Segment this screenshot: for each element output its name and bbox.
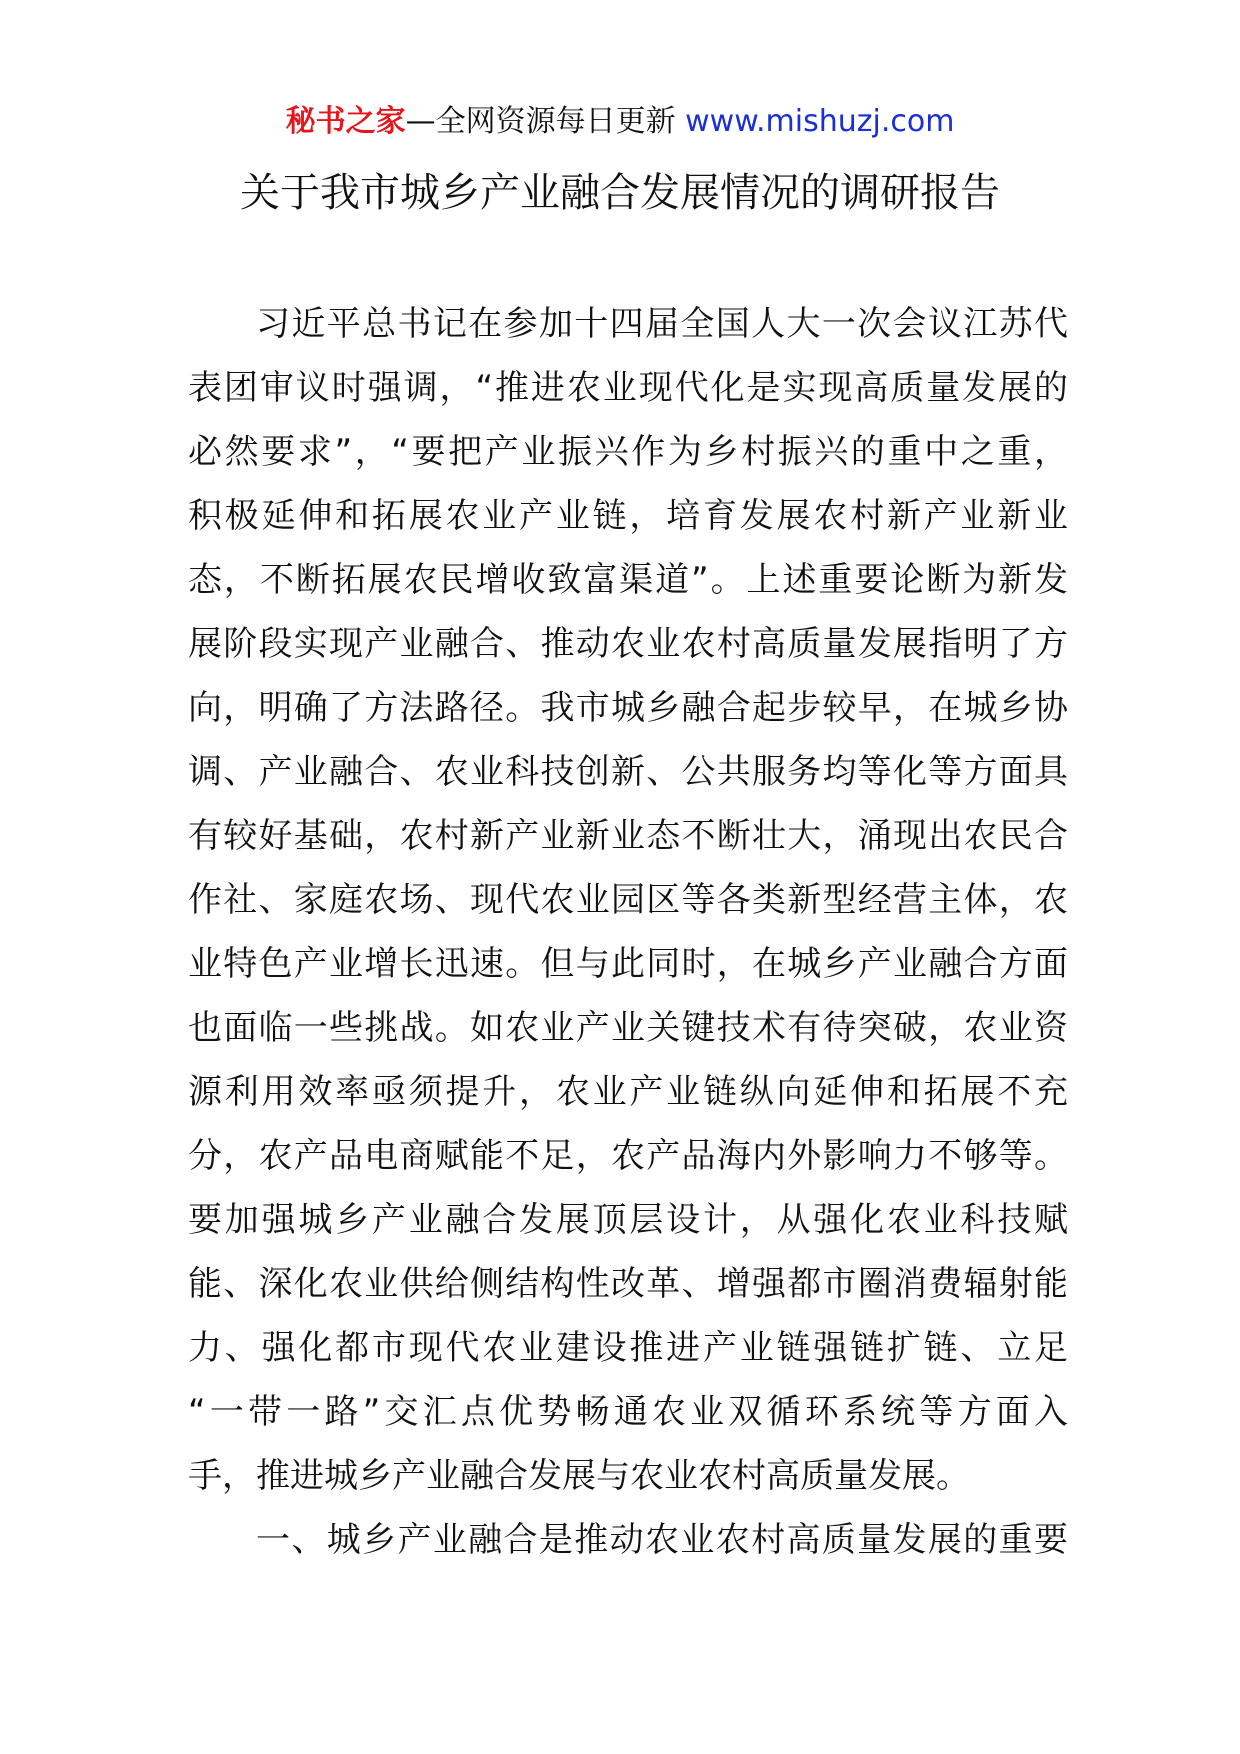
body-line: 调、产业融合、农业科技创新、公共服务均等化等方面具 — [188, 752, 1068, 792]
body-line: 积极延伸和拓展农业产业链，培育发展农村新产业新业 — [188, 496, 1068, 536]
document-title: 关于我市城乡产业融合发展情况的调研报告 — [240, 170, 1000, 216]
body-line: 力、强化都市现代农业建设推进产业链强链扩链、立足 — [188, 1328, 1068, 1368]
body-line: 要加强城乡产业融合发展顶层设计，从强化农业科技赋 — [188, 1200, 1068, 1240]
body-line: 也面临一些挑战。如农业产业关键技术有待突破，农业资 — [188, 1008, 1068, 1048]
section-heading-line: 一、城乡产业融合是推动农业农村高质量发展的重要 — [256, 1520, 1068, 1560]
body-line: 业特色产业增长迅速。但与此同时，在城乡产业融合方面 — [188, 944, 1068, 984]
document-body — [188, 292, 1068, 1572]
body-line: 习近平总书记在参加十四届全国人大一次会议江苏代 — [256, 304, 1068, 344]
body-line: 能、深化农业供给侧结构性改革、增强都市圈消费辐射能 — [188, 1264, 1068, 1304]
site-header — [0, 100, 1240, 144]
header-slogan: —全网资源每日更新 — [405, 104, 676, 139]
site-url-link[interactable]: www.mishuzj.com — [685, 104, 955, 139]
body-line: 有较好基础，农村新产业新业态不断壮大，涌现出农民合 — [188, 816, 1068, 856]
body-line: 态，不断拓展农民增收致富渠道”。上述重要论断为新发 — [188, 560, 1068, 600]
brand-name: 秘书之家 — [285, 104, 406, 139]
body-line: 源利用效率亟须提升，农业产业链纵向延伸和拓展不充 — [188, 1072, 1068, 1112]
body-line: 表团审议时强调，“推进农业现代化是实现高质量发展的 — [188, 368, 1068, 408]
body-line: 作社、家庭农场、现代农业园区等各类新型经营主体，农 — [188, 880, 1068, 920]
body-line: 展阶段实现产业融合、推动农业农村高质量发展指明了方 — [188, 624, 1068, 664]
body-line: 分，农产品电商赋能不足，农产品海内外影响力不够等。 — [188, 1136, 1068, 1176]
body-line: “一带一路”交汇点优势畅通农业双循环系统等方面入 — [188, 1392, 1068, 1432]
body-line: 手，推进城乡产业融合发展与农业农村高质量发展。 — [188, 1456, 970, 1496]
body-line: 必然要求”，“要把产业振兴作为乡村振兴的重中之重， — [188, 432, 1068, 472]
body-line: 向，明确了方法路径。我市城乡融合起步较早，在城乡协 — [188, 688, 1068, 728]
